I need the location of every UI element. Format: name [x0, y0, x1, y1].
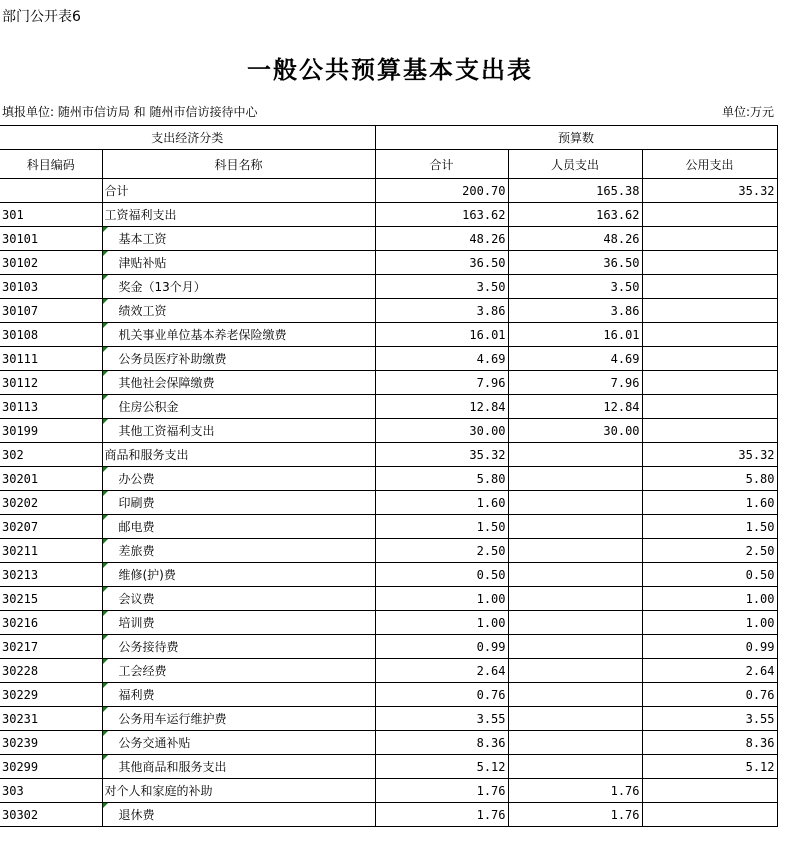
- table-row: [0, 563, 777, 587]
- table-row: [0, 755, 777, 779]
- cell-total: 1.76: [375, 803, 508, 827]
- cell-name: [102, 467, 375, 491]
- cell-comment-marker-icon: [103, 803, 108, 808]
- cell-name-text: 退休费: [118, 808, 155, 822]
- cell-name-text: 工会经费: [118, 664, 167, 678]
- cell-public: [642, 803, 777, 827]
- table-row: [0, 371, 777, 395]
- cell-code: 30101: [0, 227, 102, 251]
- cell-name: 合计: [102, 179, 375, 203]
- cell-name: [102, 275, 375, 299]
- table-row: [0, 587, 777, 611]
- cell-total: 5.80: [375, 467, 508, 491]
- cell-name-text: 津贴补贴: [118, 256, 167, 270]
- table-row: [0, 683, 777, 707]
- cell-public: 0.99: [642, 635, 777, 659]
- cell-public: 2.50: [642, 539, 777, 563]
- table-row: [0, 731, 777, 755]
- table-row: [0, 779, 777, 803]
- table-row: [0, 707, 777, 731]
- cell-name: [102, 515, 375, 539]
- cell-total: 2.50: [375, 539, 508, 563]
- cell-personnel: [508, 467, 642, 491]
- header-total: 合计: [375, 150, 508, 179]
- cell-public: 3.55: [642, 707, 777, 731]
- table-row: [0, 419, 777, 443]
- cell-personnel: 163.62: [508, 203, 642, 227]
- cell-name: 商品和服务支出: [102, 443, 375, 467]
- cell-personnel: [508, 539, 642, 563]
- cell-comment-marker-icon: [103, 731, 108, 736]
- cell-personnel: 4.69: [508, 347, 642, 371]
- cell-personnel: 12.84: [508, 395, 642, 419]
- cell-code: 30231: [0, 707, 102, 731]
- cell-public: 1.50: [642, 515, 777, 539]
- cell-name: [102, 371, 375, 395]
- header-code: 科目编码: [0, 150, 102, 179]
- cell-code: [0, 179, 102, 203]
- header-economic-classification: 支出经济分类: [0, 126, 375, 150]
- cell-public: [642, 347, 777, 371]
- cell-name: [102, 491, 375, 515]
- table-row: [0, 635, 777, 659]
- cell-total: 48.26: [375, 227, 508, 251]
- reporting-unit: 填报单位: 随州市信访局 和 随州市信访接待中心: [2, 105, 258, 119]
- cell-name-text: 绩效工资: [118, 304, 167, 318]
- cell-total: 3.86: [375, 299, 508, 323]
- cell-total: 200.70: [375, 179, 508, 203]
- cell-comment-marker-icon: [103, 227, 108, 232]
- cell-public: [642, 779, 777, 803]
- cell-code: 30102: [0, 251, 102, 275]
- cell-name: [102, 755, 375, 779]
- cell-name: [102, 347, 375, 371]
- cell-comment-marker-icon: [103, 755, 108, 760]
- cell-total: 12.84: [375, 395, 508, 419]
- form-number-label: 部门公开表6: [2, 9, 81, 25]
- cell-name: [102, 563, 375, 587]
- cell-comment-marker-icon: [103, 659, 108, 664]
- cell-code: 30107: [0, 299, 102, 323]
- cell-code: 30228: [0, 659, 102, 683]
- cell-name: [102, 611, 375, 635]
- cell-total: 16.01: [375, 323, 508, 347]
- cell-name-text: 差旅费: [118, 544, 155, 558]
- cell-personnel: 36.50: [508, 251, 642, 275]
- table-body: [0, 179, 777, 827]
- table-row: [0, 611, 777, 635]
- cell-code: 30201: [0, 467, 102, 491]
- cell-total: 3.50: [375, 275, 508, 299]
- cell-comment-marker-icon: [103, 419, 108, 424]
- cell-personnel: [508, 635, 642, 659]
- cell-public: 35.32: [642, 443, 777, 467]
- cell-name: [102, 635, 375, 659]
- cell-personnel: [508, 563, 642, 587]
- cell-comment-marker-icon: [103, 491, 108, 496]
- cell-total: 3.55: [375, 707, 508, 731]
- cell-name: 工资福利支出: [102, 203, 375, 227]
- cell-code: 30103: [0, 275, 102, 299]
- cell-total: 8.36: [375, 731, 508, 755]
- table-row: [0, 323, 777, 347]
- cell-personnel: 7.96: [508, 371, 642, 395]
- cell-code: 30213: [0, 563, 102, 587]
- cell-code: 30239: [0, 731, 102, 755]
- table-row: [0, 467, 777, 491]
- cell-personnel: [508, 659, 642, 683]
- header-name: 科目名称: [102, 150, 375, 179]
- page-title: 一般公共预算基本支出表: [247, 55, 533, 84]
- cell-code: 30113: [0, 395, 102, 419]
- cell-name: [102, 539, 375, 563]
- cell-name: [102, 659, 375, 683]
- cell-code: 30229: [0, 683, 102, 707]
- cell-public: [642, 251, 777, 275]
- cell-name-text: 培训费: [118, 616, 155, 630]
- table-row: [0, 659, 777, 683]
- budget-table: [0, 125, 778, 827]
- cell-code: 30207: [0, 515, 102, 539]
- cell-total: 1.00: [375, 611, 508, 635]
- cell-comment-marker-icon: [103, 467, 108, 472]
- cell-public: 1.00: [642, 587, 777, 611]
- cell-code: 302: [0, 443, 102, 467]
- cell-comment-marker-icon: [103, 275, 108, 280]
- table-row: [0, 251, 777, 275]
- cell-name: [102, 419, 375, 443]
- cell-code: 30217: [0, 635, 102, 659]
- table-row: [0, 539, 777, 563]
- cell-public: 1.60: [642, 491, 777, 515]
- cell-comment-marker-icon: [103, 251, 108, 256]
- table-row: [0, 803, 777, 827]
- cell-public: [642, 203, 777, 227]
- cell-public: [642, 419, 777, 443]
- cell-total: 4.69: [375, 347, 508, 371]
- cell-personnel: [508, 683, 642, 707]
- cell-personnel: [508, 491, 642, 515]
- header-budget-amount: 预算数: [375, 126, 777, 150]
- cell-name: [102, 323, 375, 347]
- cell-code: 303: [0, 779, 102, 803]
- cell-personnel: [508, 755, 642, 779]
- cell-public: [642, 323, 777, 347]
- cell-comment-marker-icon: [103, 611, 108, 616]
- cell-code: 301: [0, 203, 102, 227]
- cell-personnel: [508, 611, 642, 635]
- table-row: [0, 275, 777, 299]
- cell-name: [102, 707, 375, 731]
- cell-name: [102, 395, 375, 419]
- cell-personnel: 48.26: [508, 227, 642, 251]
- cell-comment-marker-icon: [103, 299, 108, 304]
- cell-public: [642, 395, 777, 419]
- cell-public: [642, 227, 777, 251]
- cell-code: 30199: [0, 419, 102, 443]
- cell-public: 0.76: [642, 683, 777, 707]
- table-row: [0, 395, 777, 419]
- cell-comment-marker-icon: [103, 563, 108, 568]
- cell-total: 0.50: [375, 563, 508, 587]
- header-personnel: 人员支出: [508, 150, 642, 179]
- cell-name-text: 印刷费: [118, 496, 155, 510]
- cell-public: 1.00: [642, 611, 777, 635]
- cell-total: 35.32: [375, 443, 508, 467]
- cell-public: 5.80: [642, 467, 777, 491]
- cell-name: [102, 803, 375, 827]
- cell-code: 30211: [0, 539, 102, 563]
- cell-comment-marker-icon: [103, 587, 108, 592]
- table-row: [0, 203, 777, 227]
- cell-name-text: 其他工资福利支出: [118, 424, 215, 438]
- cell-code: 30112: [0, 371, 102, 395]
- cell-total: 30.00: [375, 419, 508, 443]
- header-public: 公用支出: [642, 150, 777, 179]
- cell-public: 5.12: [642, 755, 777, 779]
- cell-name-text: 公务员医疗补助缴费: [118, 352, 227, 366]
- cell-public: [642, 371, 777, 395]
- cell-public: 2.64: [642, 659, 777, 683]
- cell-name-text: 维修(护)费: [118, 568, 176, 582]
- cell-code: 30299: [0, 755, 102, 779]
- cell-public: 35.32: [642, 179, 777, 203]
- cell-total: 7.96: [375, 371, 508, 395]
- table-row: [0, 443, 777, 467]
- cell-comment-marker-icon: [103, 515, 108, 520]
- table-row: [0, 491, 777, 515]
- cell-code: 30302: [0, 803, 102, 827]
- cell-total: 0.99: [375, 635, 508, 659]
- cell-public: 8.36: [642, 731, 777, 755]
- cell-personnel: 1.76: [508, 803, 642, 827]
- cell-comment-marker-icon: [103, 635, 108, 640]
- cell-total: 1.00: [375, 587, 508, 611]
- cell-name-text: 邮电费: [118, 520, 155, 534]
- cell-name-text: 奖金（13个月）: [118, 280, 206, 294]
- cell-name: [102, 251, 375, 275]
- cell-personnel: 165.38: [508, 179, 642, 203]
- cell-name: [102, 299, 375, 323]
- cell-comment-marker-icon: [103, 539, 108, 544]
- table-row: [0, 347, 777, 371]
- cell-name-text: 机关事业单位基本养老保险缴费: [118, 328, 287, 342]
- cell-comment-marker-icon: [103, 371, 108, 376]
- cell-comment-marker-icon: [103, 707, 108, 712]
- cell-personnel: [508, 707, 642, 731]
- cell-total: 1.50: [375, 515, 508, 539]
- cell-name: [102, 731, 375, 755]
- cell-total: 5.12: [375, 755, 508, 779]
- unit-of-measure: 单位:万元: [721, 105, 774, 119]
- table-row: [0, 179, 777, 203]
- cell-name-text: 基本工资: [118, 232, 167, 246]
- cell-personnel: 3.50: [508, 275, 642, 299]
- cell-name: 对个人和家庭的补助: [102, 779, 375, 803]
- cell-name-text: 其他社会保障缴费: [118, 376, 215, 390]
- cell-personnel: [508, 515, 642, 539]
- cell-comment-marker-icon: [103, 323, 108, 328]
- cell-name-text: 公务接待费: [118, 640, 179, 654]
- cell-personnel: 16.01: [508, 323, 642, 347]
- cell-personnel: 3.86: [508, 299, 642, 323]
- cell-name-text: 办公费: [118, 472, 155, 486]
- cell-personnel: 1.76: [508, 779, 642, 803]
- cell-name-text: 会议费: [118, 592, 155, 606]
- table-row: [0, 299, 777, 323]
- cell-comment-marker-icon: [103, 683, 108, 688]
- cell-total: 2.64: [375, 659, 508, 683]
- cell-total: 1.60: [375, 491, 508, 515]
- cell-name: [102, 587, 375, 611]
- cell-name-text: 公务交通补贴: [118, 736, 191, 750]
- cell-name: [102, 683, 375, 707]
- cell-public: 0.50: [642, 563, 777, 587]
- cell-public: [642, 299, 777, 323]
- cell-comment-marker-icon: [103, 347, 108, 352]
- cell-name-text: 公务用车运行维护费: [118, 712, 227, 726]
- cell-total: 0.76: [375, 683, 508, 707]
- cell-total: 36.50: [375, 251, 508, 275]
- cell-code: 30215: [0, 587, 102, 611]
- cell-public: [642, 275, 777, 299]
- cell-code: 30216: [0, 611, 102, 635]
- cell-code: 30202: [0, 491, 102, 515]
- cell-personnel: [508, 587, 642, 611]
- cell-code: 30108: [0, 323, 102, 347]
- cell-total: 1.76: [375, 779, 508, 803]
- cell-personnel: [508, 731, 642, 755]
- cell-name: [102, 227, 375, 251]
- cell-code: 30111: [0, 347, 102, 371]
- table-row: [0, 515, 777, 539]
- cell-personnel: 30.00: [508, 419, 642, 443]
- cell-name-text: 福利费: [118, 688, 155, 702]
- cell-name-text: 住房公积金: [118, 400, 179, 414]
- cell-personnel: [508, 443, 642, 467]
- cell-total: 163.62: [375, 203, 508, 227]
- table-row: [0, 227, 777, 251]
- cell-name-text: 其他商品和服务支出: [118, 760, 227, 774]
- cell-comment-marker-icon: [103, 395, 108, 400]
